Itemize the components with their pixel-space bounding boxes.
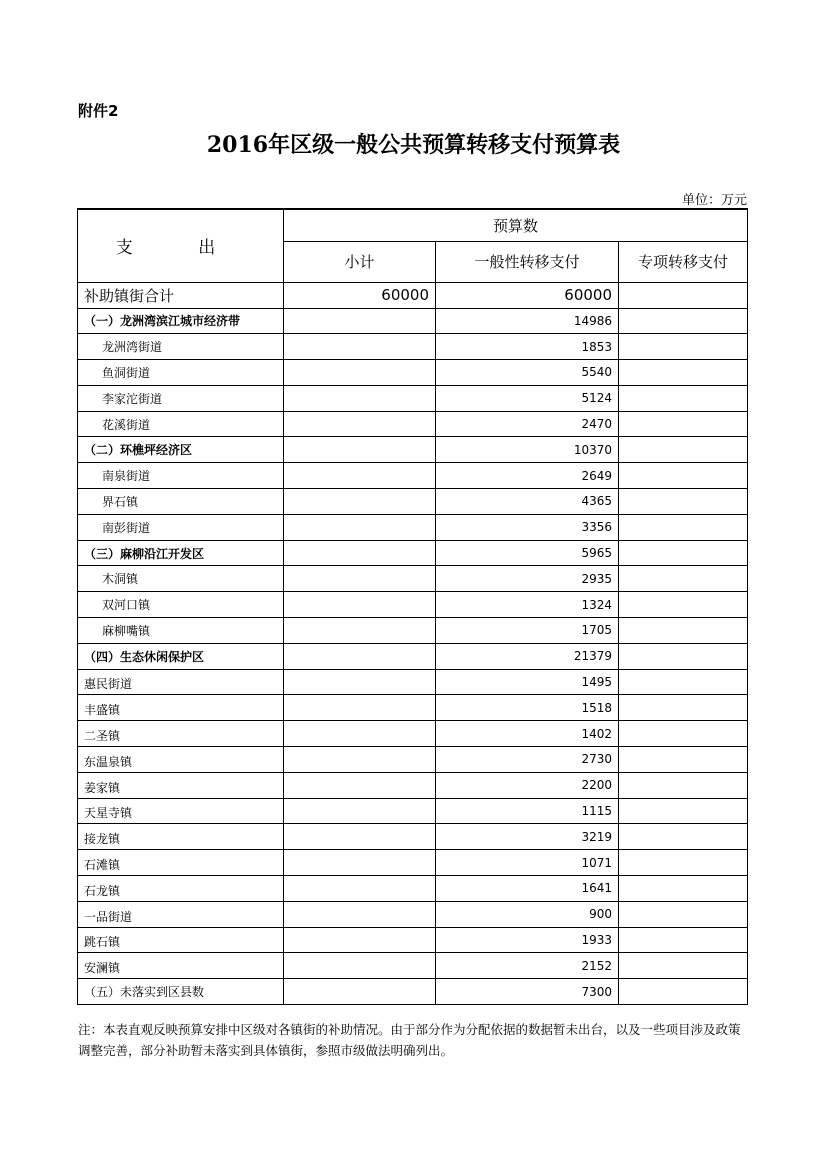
budget-table xyxy=(77,208,748,1005)
row-special xyxy=(619,850,748,876)
table-row xyxy=(78,798,748,824)
row-special xyxy=(619,643,748,669)
table-row xyxy=(78,411,748,437)
row-general: 2649 xyxy=(436,463,619,489)
row-subtotal xyxy=(284,514,436,540)
table-row xyxy=(78,695,748,721)
row-general: 1853 xyxy=(436,334,619,360)
row-subtotal xyxy=(284,566,436,592)
row-special xyxy=(619,566,748,592)
row-label: 李家沱街道 xyxy=(78,385,284,411)
row-subtotal xyxy=(284,360,436,386)
total-general: 60000 xyxy=(436,282,619,308)
attachment-label: 附件2 xyxy=(78,102,119,120)
row-subtotal xyxy=(284,643,436,669)
row-label: 双河口镇 xyxy=(78,592,284,618)
row-general: 1495 xyxy=(436,669,619,695)
table-row xyxy=(78,850,748,876)
table-row xyxy=(78,308,748,334)
table-row xyxy=(78,514,748,540)
row-label: 木洞镇 xyxy=(78,566,284,592)
row-subtotal xyxy=(284,437,436,463)
row-special xyxy=(619,979,748,1005)
row-subtotal xyxy=(284,901,436,927)
row-general: 5124 xyxy=(436,385,619,411)
row-label: 东温泉镇 xyxy=(78,747,284,773)
row-special xyxy=(619,592,748,618)
table-row xyxy=(78,669,748,695)
total-label: 补助镇街合计 xyxy=(78,282,284,308)
table-row xyxy=(78,618,748,644)
row-general: 14986 xyxy=(436,308,619,334)
row-special xyxy=(619,514,748,540)
row-subtotal xyxy=(284,385,436,411)
row-label: 花溪街道 xyxy=(78,411,284,437)
table-row xyxy=(78,876,748,902)
row-label: 天星寺镇 xyxy=(78,798,284,824)
row-subtotal xyxy=(284,592,436,618)
row-general: 1933 xyxy=(436,927,619,953)
row-special xyxy=(619,308,748,334)
row-special xyxy=(619,927,748,953)
row-general: 21379 xyxy=(436,643,619,669)
row-special xyxy=(619,721,748,747)
row-general: 1071 xyxy=(436,850,619,876)
row-label: （一）龙洲湾滨江城市经济带 xyxy=(78,308,284,334)
row-label: （三）麻柳沿江开发区 xyxy=(78,540,284,566)
table-row xyxy=(78,334,748,360)
row-general: 900 xyxy=(436,901,619,927)
table-row xyxy=(78,592,748,618)
row-subtotal xyxy=(284,695,436,721)
row-special xyxy=(619,618,748,644)
unit-label: 单位：万元 xyxy=(681,193,747,208)
row-subtotal xyxy=(284,979,436,1005)
row-label: 界石镇 xyxy=(78,489,284,515)
header-expenditure: 支 出 xyxy=(78,209,284,282)
page-title: 2016年区级一般公共预算转移支付预算表 xyxy=(206,132,621,158)
header-budget: 预算数 xyxy=(284,209,748,241)
row-subtotal xyxy=(284,489,436,515)
row-label: 南彭街道 xyxy=(78,514,284,540)
row-subtotal xyxy=(284,334,436,360)
row-general: 4365 xyxy=(436,489,619,515)
row-label: 丰盛镇 xyxy=(78,695,284,721)
row-subtotal xyxy=(284,721,436,747)
row-special xyxy=(619,411,748,437)
row-subtotal xyxy=(284,308,436,334)
total-special xyxy=(619,282,748,308)
row-subtotal xyxy=(284,747,436,773)
row-general: 10370 xyxy=(436,437,619,463)
row-label: 龙洲湾街道 xyxy=(78,334,284,360)
row-general: 5540 xyxy=(436,360,619,386)
table-row xyxy=(78,437,748,463)
row-label: 麻柳嘴镇 xyxy=(78,618,284,644)
row-subtotal xyxy=(284,850,436,876)
row-special xyxy=(619,540,748,566)
row-subtotal xyxy=(284,876,436,902)
table-row xyxy=(78,901,748,927)
row-general: 2935 xyxy=(436,566,619,592)
row-special xyxy=(619,747,748,773)
row-special xyxy=(619,463,748,489)
row-general: 2470 xyxy=(436,411,619,437)
table-row xyxy=(78,360,748,386)
table-row xyxy=(78,747,748,773)
table-row xyxy=(78,643,748,669)
row-special xyxy=(619,669,748,695)
row-label: 南泉街道 xyxy=(78,463,284,489)
row-special xyxy=(619,876,748,902)
row-label: （二）环樵坪经济区 xyxy=(78,437,284,463)
row-label: 跳石镇 xyxy=(78,927,284,953)
table-row xyxy=(78,385,748,411)
header-special-transfer: 专项转移支付 xyxy=(619,241,748,282)
row-subtotal xyxy=(284,411,436,437)
table-row xyxy=(78,721,748,747)
row-label: 鱼洞街道 xyxy=(78,360,284,386)
row-label: （五）未落实到区县数 xyxy=(78,979,284,1005)
row-special xyxy=(619,695,748,721)
row-general: 1115 xyxy=(436,798,619,824)
row-subtotal xyxy=(284,669,436,695)
table-row xyxy=(78,540,748,566)
row-special xyxy=(619,334,748,360)
table-row xyxy=(78,927,748,953)
row-subtotal xyxy=(284,953,436,979)
row-subtotal xyxy=(284,618,436,644)
footnote: 注：本表直观反映预算安排中区级对各镇街的补助情况。由于部分作为分配依据的数据暂未出台，以及一些项目涉及政策调整完善，部分补助暂未落实到具体镇街，参照市级做法明确列出。 xyxy=(78,1022,741,1058)
table-row xyxy=(78,566,748,592)
table-row xyxy=(78,463,748,489)
row-subtotal xyxy=(284,540,436,566)
row-subtotal xyxy=(284,463,436,489)
row-special xyxy=(619,437,748,463)
row-general: 3219 xyxy=(436,824,619,850)
total-row xyxy=(78,282,748,308)
row-label: 石龙镇 xyxy=(78,876,284,902)
row-general: 2730 xyxy=(436,747,619,773)
row-special xyxy=(619,953,748,979)
row-special xyxy=(619,901,748,927)
row-general: 1402 xyxy=(436,721,619,747)
table-row xyxy=(78,824,748,850)
row-subtotal xyxy=(284,927,436,953)
row-general: 3356 xyxy=(436,514,619,540)
table-row xyxy=(78,979,748,1005)
row-label: 安澜镇 xyxy=(78,953,284,979)
row-label: 惠民街道 xyxy=(78,669,284,695)
table-row xyxy=(78,953,748,979)
header-general-transfer: 一般性转移支付 xyxy=(436,241,619,282)
row-special xyxy=(619,798,748,824)
row-general: 1641 xyxy=(436,876,619,902)
row-label: 姜家镇 xyxy=(78,772,284,798)
row-subtotal xyxy=(284,824,436,850)
table-row xyxy=(78,489,748,515)
row-general: 1518 xyxy=(436,695,619,721)
total-subtotal: 60000 xyxy=(284,282,436,308)
row-general: 7300 xyxy=(436,979,619,1005)
row-special xyxy=(619,772,748,798)
row-label: 石滩镇 xyxy=(78,850,284,876)
row-label: 二圣镇 xyxy=(78,721,284,747)
row-general: 1324 xyxy=(436,592,619,618)
row-general: 5965 xyxy=(436,540,619,566)
row-subtotal xyxy=(284,798,436,824)
row-special xyxy=(619,824,748,850)
row-label: 一品街道 xyxy=(78,901,284,927)
row-label: （四）生态休闲保护区 xyxy=(78,643,284,669)
row-special xyxy=(619,385,748,411)
row-subtotal xyxy=(284,772,436,798)
table-row xyxy=(78,772,748,798)
row-special xyxy=(619,489,748,515)
row-special xyxy=(619,360,748,386)
row-general: 2200 xyxy=(436,772,619,798)
row-general: 2152 xyxy=(436,953,619,979)
row-general: 1705 xyxy=(436,618,619,644)
header-subtotal: 小计 xyxy=(284,241,436,282)
row-label: 接龙镇 xyxy=(78,824,284,850)
